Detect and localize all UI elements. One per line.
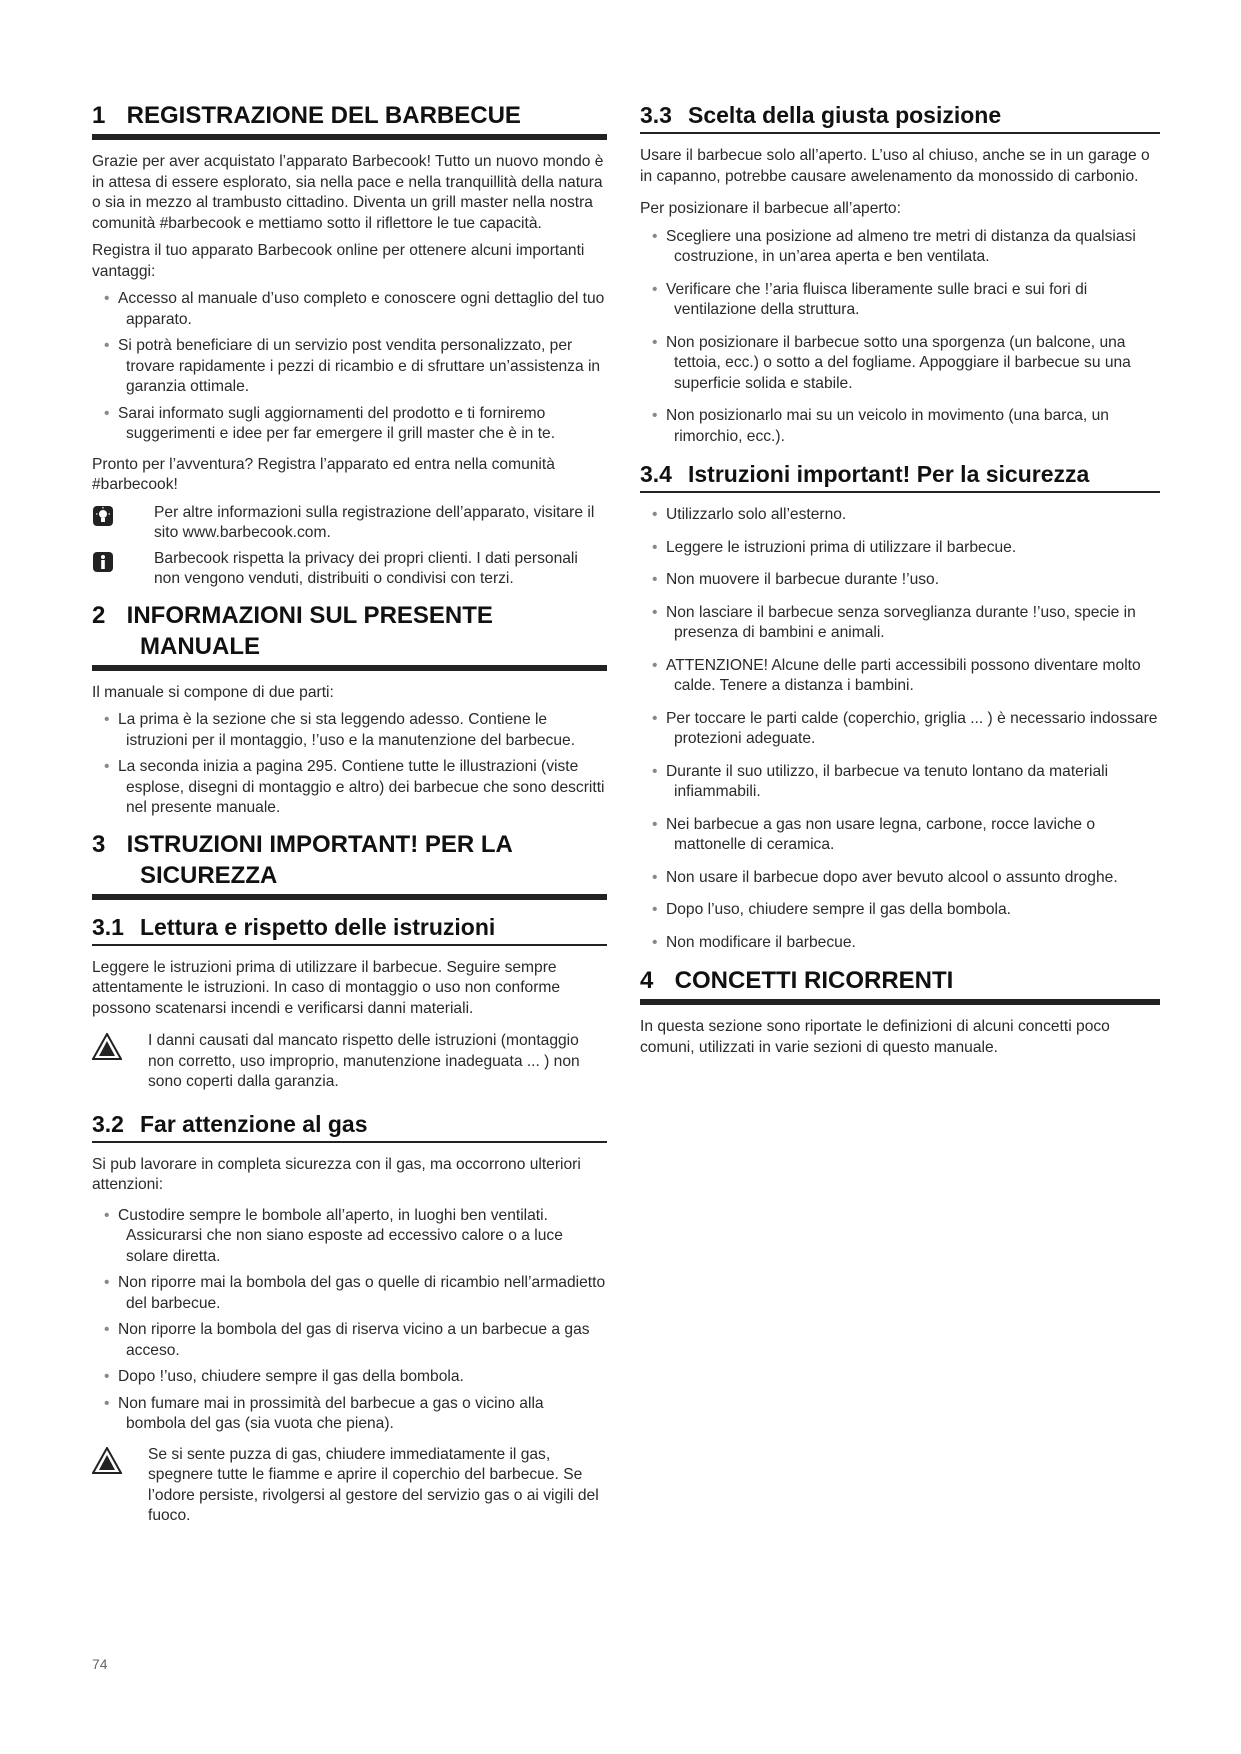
list-item: • Non muovere il barbecue durante !’uso. [652,571,940,588]
list-item: • La seconda inizia a pagina 295. Contiene tutte le illustrazioni (viste esplose, disegni di montaggio e altro) dei barbecue che sono descritti nel presente manuale. [104,758,605,816]
gas-warning-note: Se si sente puzza di gas, chiudere immediatamente il gas, spegnere tutte le fiamme e aprire il coperchio del barbecue. Se l’odore persiste, rivolgersi al gestore del servizio gas o ai vigili del fuoco. [92,1445,607,1527]
section-3-2-heading: 3.2 Far attenzione al gas [92,1109,607,1143]
list-item: • Non fumare mai in prossimità del barbecue a gas o vicino alla bombola del gas (sia vuota che piena). [104,1394,544,1432]
section-3-4-heading: 3.4 Istruzioni important! Per la sicurezza [640,459,1160,493]
s32-paragraph-1: Si pub lavorare in completa sicurezza con il gas, ma occorrono ulteriori attenzioni: [92,1155,581,1193]
list-item: • Nei barbecue a gas non usare legna, carbone, rocce laviche o mattonelle di ceramica. [652,815,1096,853]
right-column [640,100,1160,1065]
tip-note: Per altre informazioni sulla registrazione dell’apparato, visitare il sito www.barbecook.com. [92,503,607,544]
list-item: • Non riporre mai la bombola del gas o quelle di ricambio nell’armadietto del barbecue. [104,1274,606,1312]
s2-paragraph-1: Il manuale si compone di due parti: [92,683,334,701]
lightbulb-icon [92,503,154,532]
section-3-3-heading: 3.3 Scelta della giusta posizione [640,100,1160,134]
s2-bullet-list [92,710,607,819]
list-item: • Non posizionare il barbecue sotto una sporgenza (un balcone, una tettoia, ecc.) o sotto a del fogliame. Appoggiare il barbecue su una superficie solida e stabile. [652,333,1131,392]
warning-icon [92,1031,148,1065]
list-item: • Non modificare il barbecue. [652,933,856,951]
list-item: • Non riporre la bombola del gas di riserva vicino a un barbecue a gas acceso. [104,1321,590,1359]
s1-paragraph-1: Grazie per aver acquistato l’apparato Barbecook! Tutto un nuovo mondo è in attesa di essere esplorato, sia nella pace e nella tranquillità della natura o sia in mezzo al trambusto cittadino. Diventa un grill master nella nostra comunità #barbecook e mettiamo sotto il riflettore le tue capacità. [92,153,604,232]
list-item: • Sarai informato sugli aggiornamenti del prodotto e ti forniremo suggerimenti e idee per far emergere il grill master che è in te. [104,404,556,442]
list-item: • La prima è la sezione che si sta leggendo adesso. Contiene le istruzioni per il montaggio, !’uso e la manutenzione del barbecue. [104,711,576,749]
list-item: • Dopo l’uso, chiudere sempre il gas della bombola. [652,901,1011,918]
section-3-1-heading: 3.1 Lettura e rispetto delle istruzioni [92,912,607,946]
list-item: • Non lasciare il barbecue senza sorveglianza durante !’uso, specie in presenza di bambini e animali. [652,603,1136,641]
list-item: • Non usare il barbecue dopo aver bevuto alcool o assunto droghe. [652,868,1118,886]
list-item: • Utilizzarlo solo all’esterno. [652,506,847,523]
list-item: • Scegliere una posizione ad almeno tre metri di distanza da qualsiasi costruzione, in un’area aperta e ben ventilata. [652,227,1136,265]
list-item: • Dopo !’uso, chiudere sempre il gas della bombola. [104,1368,464,1385]
section-2-heading: 2 INFORMAZIONI SUL PRESENTE MANUALE [92,600,607,671]
page-number: 74 [92,1656,108,1672]
warning-icon [92,1445,148,1479]
info-note: Barbecook rispetta la privacy dei propri clienti. I dati personali non vengono venduti, distribuiti o condivisi con terzi. [92,549,607,590]
list-item: • Verificare che !’aria fluisca liberamente sulle braci e sui fori di ventilazione della struttura. [652,280,1088,318]
section-4-heading: 4 CONCETTI RICORRENTI [640,965,1160,1005]
list-item: • ATTENZIONE! Alcune delle parti accessibili possono diventare molto calde. Tenere a distanza i bambini. [652,656,1141,694]
s1-paragraph-3: Pronto per l’avventura? Registra l’apparato ed entra nella comunità #barbecook! [92,455,555,493]
s4-paragraph-1: In questa sezione sono riportate le definizioni di alcuni concetti poco comuni, utilizzati in varie sezioni di questo manuale. [640,1018,1110,1056]
s1-paragraph-2: Registra il tuo apparato Barbecook online per ottenere alcuni importanti vantaggi: [92,242,585,280]
list-item: • Leggere le istruzioni prima di utilizzare il barbecue. [652,538,1017,556]
s32-bullet-list [92,1206,607,1435]
list-item: • Accesso al manuale d’uso completo e conoscere ogni dettaglio del tuo apparato. [104,290,605,328]
s33-paragraph-1: Usare il barbecue solo all’aperto. L’uso al chiuso, anche se in un garage o in capanno, potrebbe causare awelenamento da monossido di carbonio. [640,147,1150,185]
info-icon [92,549,154,578]
s33-paragraph-2: Per posizionare il barbecue all’aperto: [640,200,901,217]
warning-note: I danni causati dal mancato rispetto delle istruzioni (montaggio non corretto, uso improprio, manutenzione inadeguata ... ) non sono coperti dalla garanzia. [92,1031,607,1093]
section-3-heading: 3 ISTRUZIONI IMPORTANT! PER LA SICUREZZA [92,829,607,900]
s31-paragraph-1: Leggere le istruzioni prima di utilizzare il barbecue. Seguire sempre attentamente le istruzioni. In caso di montaggio o uso non conforme possono scatenarsi incendi e verificarsi danni materiali. [92,958,561,1017]
list-item: • Non posizionarlo mai su un veicolo in movimento (una barca, un rimorchio, ecc.). [652,407,1109,445]
s33-bullet-list [640,227,1160,448]
list-item: • Si potrà beneficiare di un servizio post vendita personalizzato, per trovare rapidamente i pezzi di ricambio e di sfruttare un’assistenza in garanzia ottimale. [104,337,601,395]
list-item: • Durante il suo utilizzo, il barbecue va tenuto lontano da materiali infiammabili. [652,762,1109,800]
section-1-heading: 1 REGISTRAZIONE DEL BARBECUE [92,100,607,140]
s34-bullet-list [640,505,1160,953]
s1-bullet-list [92,289,607,445]
left-column [92,100,607,1532]
list-item: • Per toccare le parti calde (coperchio, griglia ... ) è necessario indossare protezioni adeguate. [652,709,1158,747]
list-item: • Custodire sempre le bombole all’aperto, in luoghi ben ventilati. Assicurarsi che non siano esposte ad eccessivo calore o a luce solare diretta. [104,1206,563,1265]
